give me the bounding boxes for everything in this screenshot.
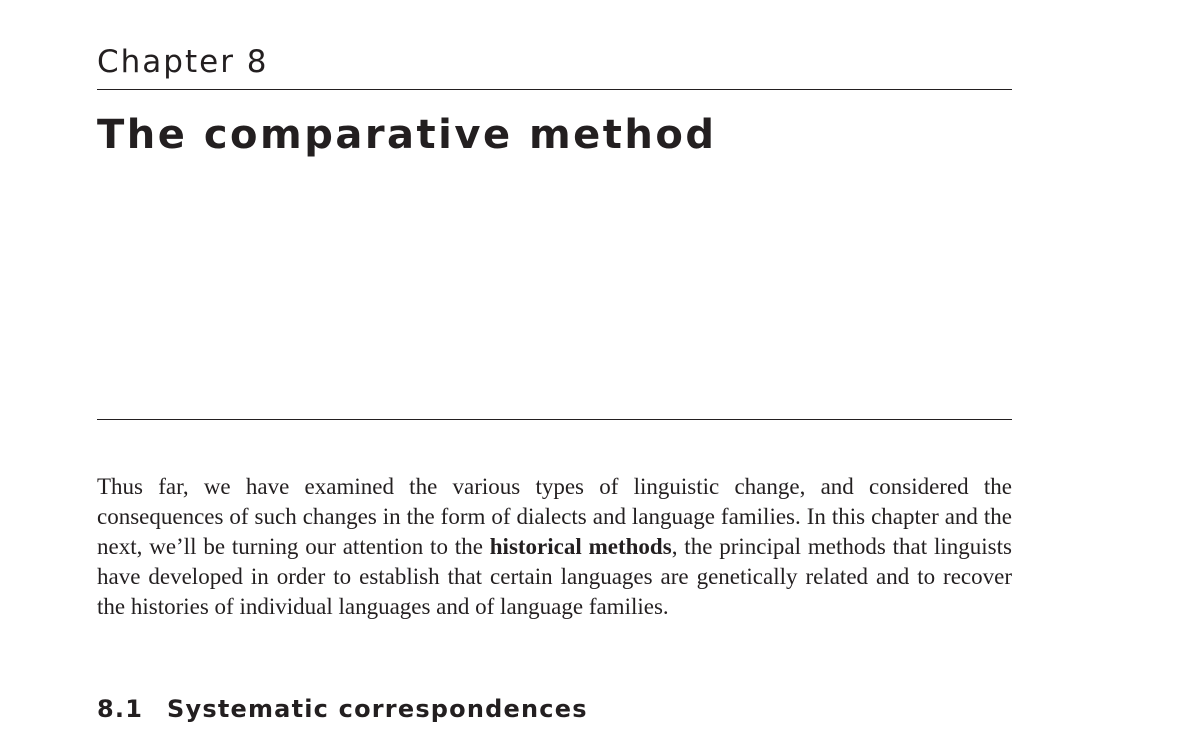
intro-paragraph (97, 472, 1012, 622)
intro-text-before: Thus far, we have examined the various types of linguistic change, and considered the consequences of such changes in the form of dialects and language families. In this chapter and the next, we’ll be turning our attention to the (97, 474, 1012, 559)
chapter-top-rule (97, 89, 1012, 90)
chapter-label: Chapter 8 (97, 44, 269, 80)
chapter-bottom-rule (97, 419, 1012, 420)
section-title: Systematic correspondences (167, 695, 588, 723)
section-number: 8.1 (97, 695, 144, 723)
intro-key-term: historical methods (489, 534, 672, 559)
intro-text-after: , the principal methods that linguists have developed in order to establish that certain languages are genetically related and to recover the histories of individual languages and of language families. (97, 534, 1012, 619)
chapter-title: The comparative method (97, 112, 717, 158)
section-heading (97, 692, 588, 726)
